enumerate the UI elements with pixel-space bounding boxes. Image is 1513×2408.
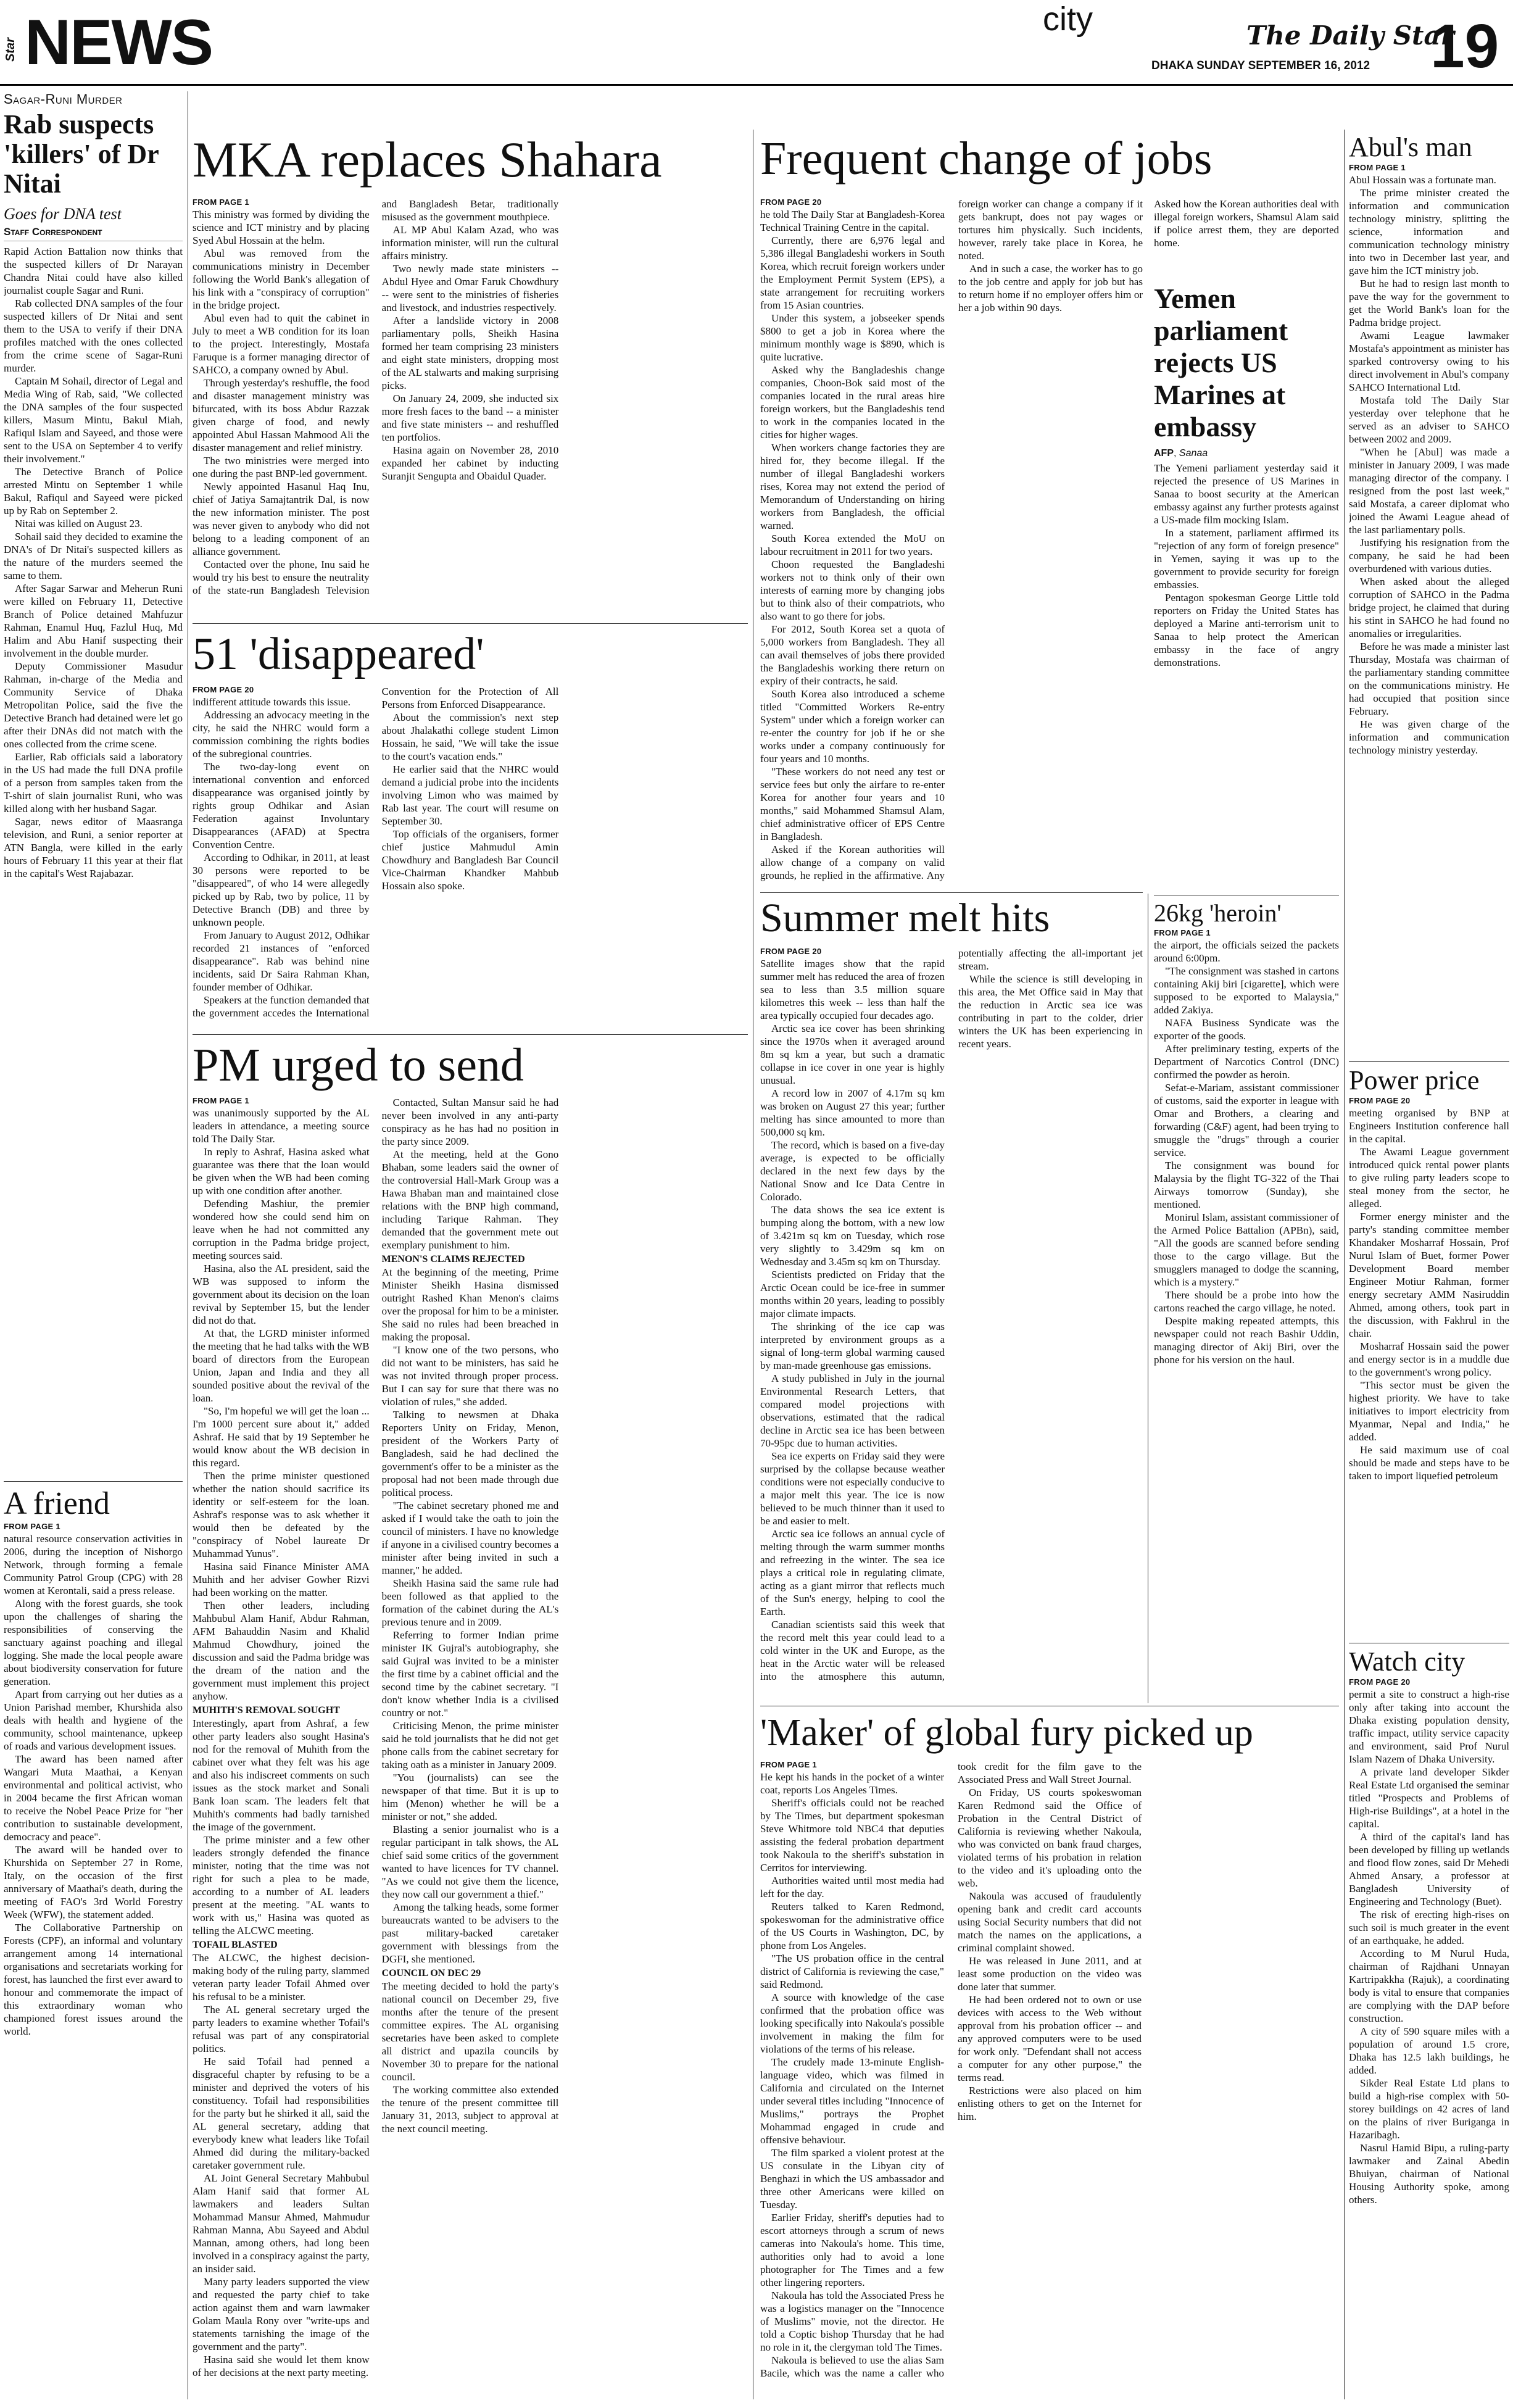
subhead: COUNCIL ON DEC 29 xyxy=(381,1968,481,1978)
article-body: Satellite images show that the rapid summer melt has reduced the area of frozen sea to less than 3.5 million square kilometres this week -- less than half the area typically occupied four decades ago. Arctic sea ice cover has been shrinking since the 1970s when it averaged around 8m sq km a year, but such a dramatic collapse in ice cover in one year is highly unusual. A record low in 2007 of 4.17m sq km was broken on August 27 this year; further melting has since amounted to more than 500,000 sq km. The record, which is based on a five-day average, is expected to be officially declared in the next few days by the National Snow and Ice Data Centre in Colorado. The data shows the sea ice extent is bumping along the bottom, with a new low of 3.421m sq km on Tuesday, which rose very slightly to 3.429m sq km on Wednesday and 3.45m sq km on Thursday. Scientists predicted on Friday that the Arctic Ocean could be ice-free in summer months within 20 years, leading to possibly major climate impacts. The shrinking of the ice cap was interpreted by environment groups as a signal of long-term global warming caused by man-made greenhouse gas emissions. A study published in July in the journal Environmental Research Letters, that compared model projections with observations, estimated that the radical decline in Arctic sea ice has been between 70-95pc due to human activities. Sea ice experts on Friday said they were surprised by the collapse because weather conditions were not especially conducive to a major melt this year. The ice is now believed to be much thinner than it used to be and easier to melt. Arctic sea ice follows an annual cycle of melting through the warm summer months and refreezing in the winter. The sea ice plays a critical role in regulating climate, acting as a giant mirror that reflects much of the Sun's energy, helping to cool the Earth. Canadian scientists said this week that the record melt this year could lead to a cold winter in the UK and Europe, as the heat in the Arctic water will be released into the atmosphere this autumn, potentially affecting the all-important jet stream. While the science is still developing in this area, the Met Office said in May that the reduction in Arctic sea ice was contributing in part to the colder, drier winters the UK has been experiencing in recent years. xyxy=(760,947,1143,1682)
headline-disappeared: 51 'disappeared' xyxy=(193,629,484,679)
byline: AFP, Sanaa xyxy=(1154,448,1208,459)
headline: A friend xyxy=(4,1486,110,1521)
headline: Power price xyxy=(1349,1065,1480,1095)
article-body: Abul Hossain was a fortunate man. The prime minister created the information and communication technology ministry, splitting the science, information and communication technology ministry into two in December last year, and gave him the ICT ministry job. But he had to resign last month to pave the way for the government to get the World Bank's loan for the Padma bridge project. Awami League lawmaker Mostafa's appointment as minister has sparked controversy owing to his direct involvement in Abul's company SAHCO International Ltd. Mostafa told The Daily Star yesterday over telephone that he served as an adviser to SAHCO between 2002 and 2009. "When he [Abul] was made a minister in January 2009, I was made managing director of the company. I resigned from the post last week," said Mostafa, a career diplomat who joined the Awami League ahead of the last parliamentary polls. Justifying his resignation from the company, he said he had been overburdened with various duties. When asked about the alleged corruption of SAHCO in the Padma bridge project, he claimed that during his stint in SAHCO he had found no anomalies or irregularities. Before he was made a minister last Thursday, Mostafa was chairman of the parliamentary standing committee on the communications ministry. He had occupied that position since February. He was given charge of the information and communication technology ministry yesterday. xyxy=(1349,174,1509,756)
page-number: 19 xyxy=(1430,12,1499,81)
article-sagar-runi xyxy=(4,91,183,1474)
from-page: FROM PAGE 20 xyxy=(760,947,822,956)
article-power-price xyxy=(1349,1065,1509,1639)
headline-maker: 'Maker' of global fury picked up xyxy=(760,1712,1253,1754)
article-body: natural resource conservation activities in 2006, during the inception of Nishorgo Network, through forming a female Community Patrol Group (CPG) with 28 women at Kerontali, said a press release. Along with the forest guards, she took upon the challenges of sharing the responsibilities of conserving the sanctuary against poaching and illegal logging. She made the local people aware about biodiversity conservation for future generation. Apart from carrying out her duties as a Union Parishad member, Khurshida also deals with health and hygiene of the community, school maintenance, upkeep of roads and various development issues. The award has been named after Wangari Muta Maathai, a Kenyan environmental and political activist, who in 2004 became the first African woman to receive the Nobel Peace Prize for "her contribution to sustainable development, democracy and peace". The award will be handed over to Khurshida on September 27 in Rome, Italy, on the occasion of the first anniversary of Maathai's death, during the meeting of FAO's 3rd World Forestry Week (WFW), the statement added. The Collaborative Partnership on Forests (CPF), an informal and voluntary arrangement among 14 international organisations and secretariats working for forest, has launched the first ever award to honour and commemorate the impact of this extraordinary woman who championed forest issues around the world. xyxy=(4,1533,183,2037)
article-maker xyxy=(760,1760,1339,2399)
byline: Staff Correspondent xyxy=(4,226,183,241)
from-page: FROM PAGE 1 xyxy=(760,1760,817,1769)
article-body: meeting organised by BNP at Engineers Institution conference hall in the capital. The Awami League government introduced quick rental power plants to give ruling party leaders scope to steal money from the sector, he alleged. Former energy minister and the party's standing committee member Khandaker Mosharraf Hossain, Prof Nurul Islam of Buet, former Power Development Board member Engineer Motiur Rahman, former energy secretary AMM Nasiruddin Ahmed, among others, took part in the discussion, with Fakhrul in the chair. Mosharraf Hossain said the power and energy sector is in a muddle due to the government's wrong policy. "This sector must be given the highest priority. We have to take initiatives to import electricity from Myanmar, Nepal and India," he added. He said maximum use of coal should be made and steps have to be taken to import liquefied petroleum xyxy=(1349,1107,1509,1482)
headline-mka: MKA replaces Shahara xyxy=(193,132,662,188)
subhead: MENON'S CLAIMS REJECTED xyxy=(381,1254,525,1264)
byline-dateline: Sanaa xyxy=(1179,448,1208,459)
article-watch-city xyxy=(1349,1646,1509,2401)
article-body: He kept his hands in the pocket of a winter coat, reports Los Angeles Times. Sheriff's officials could not be reached by The Times, but department spokesman Steve Whitmore told NBC4 that deputies assisting the federal probation department took Nakoula to the sheriff's substation in Cerritos for interviewing. Authorities waited until most media had left for the day. Reuters talked to Karen Redmond, spokeswoman for the administrative office of the US Courts in Washington, DC, by phone from Los Angeles. "The US probation office in the central district of California is reviewing the case," said Redmond. A source with knowledge of the case confirmed that the probation office was looking specifically into Nakoula's possible involvement in making the film for violations of the terms of his release. The crudely made 13-minute English-language video, which was filmed in California and circulated on the Internet under several titles including "Innocence of Muslims," portrays the Prophet Mohammad engaged in crude and offensive behaviour. The film sparked a violent protest at the US consulate in the Libyan city of Benghazi in which the US ambassador and three other Americans were killed on Tuesday. Earlier Friday, sheriff's deputies had to escort attorneys through a scrum of news cameras into Nakoula's home. This time, authorities only had to avoid a lone photographer for The Times and a few other lingering reporters. Nakoula has told the Associated Press he was a logistics manager on the "Innocence of Muslims" movie, not the director. He told a Coptic bishop Thursday that he had no role in it, the clergyman told The Times. Nakoula is believed to use the alias Sam Bacile, which was the name a caller who took credit for the film gave to the Associated Press and Wall Street Journal. On Friday, US courts spokeswoman Karen Redmond said the Office of Probation in the Central District of California is reviewing whether Nakoula, who was convicted on bank fraud charges, violated terms of his probation in relation to the video and it's uploading onto the web. Nakoula was accused of fraudulently opening bank and credit card accounts using Social Security numbers that did not match the names on the applications, a criminal complaint showed. He was released in June 2011, and at least some production on the video was done later that summer. He had been ordered not to own or use devices with access to the Web without approval from his probation officer -- and any approved computers were to be used for work only. "Defendant shall not access a computer for any other purpose," the terms read. Restrictions were also placed on him enlisting others to get on the Internet for him. xyxy=(760,1761,1142,2379)
masthead xyxy=(0,0,1513,86)
section-rule xyxy=(760,892,1143,893)
article-body: Rapid Action Battalion now thinks that the suspected killers of Dr Narayan Chandra Nitai could have also killed journalist couple Sagar and Runi. Rab collected DNA samples of the four suspected killers of Dr Nitai and sent them to the USA to verify if their DNA profiles matched with the ones collected from the crime scene of Sagar-Runi murder. Captain M Sohail, director of Legal and Media Wing of Rab, said, "We collected the DNA samples of the four suspected killers, Masum Mintu, Bakul Miah, Rafiqul Islam and Sayeed, and those were sent to the USA on September 4 to verify their involvement." The Detective Branch of Police arrested Mintu on September 1 while Bakul, Rafiqul and Sayeed were picked up by Rab on September 2. Nitai was killed on August 23. Sohail said they decided to examine the DNA's of Dr Nitai's suspected killers as the nature of the murders seemed the same to them. After Sagar Sarwar and Meherun Runi were killed on February 11, Detective Branch of Police detained Mahfuzur Rahman, Enamul Huq, Fazlul Huq, Md Halim and Abu Hanif suspecting their involvement in the double murder. Deputy Commissioner Masudur Rahman, in-charge of the Media and Community Service of Dhaka Metropolitan Police, said the five the Detective Branch had detained were let go after their DNAs did not match with the ones collected from the crime scene. Earlier, Rab officials said a laboratory in the US had made the full DNA profile of a person from samples taken from the T-shirt of slain journalist Runi, who was killed along with her husband Sagar. Sagar, news editor of Maasranga television, and Runi, a senior reporter at ATN Bangla, were killed in the early hours of February 11 this year at their flat in the capital's West Rajabazar. xyxy=(4,246,183,879)
from-page: FROM PAGE 20 xyxy=(1349,1677,1411,1687)
headline: Watch city xyxy=(1349,1646,1465,1677)
headline-melt: Summer melt hits xyxy=(760,895,1050,940)
subhead: MUHITH'S REMOVAL SOUGHT xyxy=(193,1705,340,1716)
article-yemen xyxy=(1154,283,1339,900)
article-body: the airport, the officials seized the packets around 6:00pm. "The consignment was stashed in cartons containing Akij biri [cigarette], which were supposed to be exported to Malaysia," added Zakiya. NAFA Business Syndicate was the exporter of the goods. After preliminary testing, experts of the Department of Narcotics Control (DNC) confirmed the powder as heroin. Sefat-e-Mariam, assistant commissioner of customs, said the exporter in league with Omar and Brothers, a clearing and forwarding (C&F) agent, had been trying to smuggle the "drugs" through a courier service. The consignment was bound for Malaysia by the flight TG-322 of the Thai Airways tomorrow (Sunday), she mentioned. Monirul Islam, assistant commissioner of the Armed Police Battalion (APBn), said, "All the goods are scanned before sending those to the cargo village. But the smugglers managed to dodge the scanning, which is a mystery." There should be a probe into how the cartons reached the cargo village, he noted. Despite making repeated attempts, this newspaper could not reach Bashir Uddin, managing director of Akij Biri, over the phone for his version on the haul. xyxy=(1154,939,1339,1366)
headline: 26kg 'heroin' xyxy=(1154,899,1282,927)
byline-agency: AFP xyxy=(1154,448,1174,459)
article-melt xyxy=(760,947,1143,1703)
masthead-rule xyxy=(0,84,1513,86)
deck: Goes for DNA test xyxy=(4,205,122,223)
paper-name: The Daily Star xyxy=(1246,20,1454,51)
page-label: city xyxy=(1043,1,1093,38)
section-rule xyxy=(193,1034,748,1035)
kicker: Sagar-Runi Murder xyxy=(4,91,123,107)
section-title: NEWS xyxy=(25,7,212,78)
section-rule xyxy=(193,623,748,624)
article-body: The Yemeni parliament yesterday said it rejected the presence of US Marines in Sanaa to boost security at the American embassy against any further protests against a US-made film mocking Islam. In a statement, parliament affirmed its "rejection of any form of foreign presence" in Yemen, saying it was up to the government to provide security for foreign embassies. Pentagon spokesman George Little told reporters on Friday the United States has deployed a Marine anti-terrorism unit to Sanaa to help protect the American embassy in the face of angry demonstrations. xyxy=(1154,462,1339,668)
from-page: FROM PAGE 20 xyxy=(760,197,822,207)
section-rule xyxy=(1349,1061,1509,1062)
dateline: DHAKA SUNDAY SEPTEMBER 16, 2012 xyxy=(1151,59,1370,72)
article-mka xyxy=(193,197,748,617)
article-a-friend xyxy=(4,1486,183,2399)
article-heroin xyxy=(1154,899,1339,1701)
headline: Yemen parliament rejects US Marines at embassy xyxy=(1154,283,1288,442)
article-body: This ministry was formed by dividing the science and ICT ministry and by placing Syed Abul Hossain at the helm. Abul was removed from the communications ministry in December following the World Bank's allegation of his link with a "conspiracy of corruption" in the bridge project. Abul even had to quit the cabinet in July to meet a WB condition for its loan to the project. Interestingly, Mostafa Faruque is a former managing director of SAHCO, a company owned by Abul. Through yesterday's reshuffle, the food and disaster management ministry was bifurcated, with its boss Abdur Razzak given charge of food, and newly appointed Abul Hassan Mahmood Ali the disaster management and relief ministry. The two ministries were merged into one during the past BNP-led government. Newly appointed Hasanul Haq Inu, chief of Jatiya Samajtantrik Dal, is now the new information minister. The post was never given to anybody who did not belong to a leading component of an alliance government. Contacted over the phone, Inu said he would try his best to ensure the neutrality of the state-run Bangladesh Television and Bangladesh Betar, traditionally misused as the government mouthpiece. AL MP Abul Kalam Azad, who was information minister, will run the cultural affairs ministry. Two newly made state ministers -- Abdul Hyee and Omar Faruk Chowdhury -- were sent to the ministries of fisheries and livestock, and industries respectively. After a landslide victory in 2008 parliamentary polls, Sheikh Hasina formed her team comprising 23 ministers and eight state ministers, dropping most of the AL stalwarts and making surprising picks. On January 24, 2009, she inducted six more fresh faces to the band -- a minister and five state ministers -- and reshuffled ten portfolios. Hasina again on November 28, 2010 expanded her cabinet by inducting Suranjit Sengupta and Obaidul Quader. xyxy=(193,198,559,596)
from-page: FROM PAGE 1 xyxy=(4,1522,60,1531)
article-body: he told The Daily Star at Bangladesh-Korea Technical Training Centre in the capital. Currently, there are 6,976 legal and 5,386 illegal Bangladeshi workers in South Korea, which recruit foreign workers under the Employment Permit System (EPS), a state arrangement for recruiting workers from 15 Asian countries. Under this system, a jobseeker spends $800 to get a job in Korea where the minimum monthly wage is $890, which is quite lucrative. Asked why the Bangladeshis change companies, Choon-Bok said most of the companies located in the rural areas hire foreign workers, but the Bangladeshis tend to work in the companies located in the cities for higher wages. When workers change factories they are hired for, they become illegal. If the number of illegal Bangladeshi workers rises, Korea may not extend the period of Memorandum of Understanding on hiring workers from Bangladesh, the official warned. South Korea extended the MoU on labour recruitment in 2011 for two years. Choon requested the Bangladeshi workers not to think only of their own interests of earning more by changing jobs but to think also of their compatriots, who also want to go there for jobs. For 2012, South Korea set a quota of 5,000 workers from Bangladesh. They all can avail themselves of jobs there provided the Bangladeshis working there return on expiry of their contracts, he said. South Korea also introduced a scheme titled "Committed Workers Re-entry System" under which a foreign worker can re-enter the country for job if he or she works under a company continuously for four years and 10 months. "These workers do not need any test or service fees but only the airfare to re-enter Korea for another four years and 10 months," said Mohammed Shamsul Alam, chief administrative officer of EPS Centre in Bangladesh. Asked if the Korean authorities will allow change of a company on valid grounds, he replied in the affirmative. Any foreign worker can change a company if it gets bankrupt, does not pay wages or tortures him physically. Such incidents, however, rarely take place in Korea, he noted. And in such a case, the worker has to go to the job centre and apply for job but has to return home if no employer offers him or her a job within 90 days. xyxy=(760,198,1143,881)
headline: Abul's man xyxy=(1349,132,1472,162)
article-body: indifferent attitude towards this issue. Addressing an advocacy meeting in the city, he said the NHRC would form a commission combining the rights bodies of the subregional countries. The two-day-long event on international convention and enforced disappearance was organised jointly by rights group Odhikar and Asian Federation against Involuntary Disappearances (AFAD) at Spectra Convention Centre. According to Odhikar, in 2011, at least 30 persons were reported to be "disappeared", of who 14 were allegedly picked up by Rab, two by police, 11 by Detective Branch (DB) and three by unknown people. From January to August 2012, Odhikar recorded 21 instances of "enforced disappearance". Rab was behind nine incidents, said Dr Saira Rahman Khan, founder member of Odhikar. Speakers at the function demanded that the government accedes the International Convention for the Protection of All Persons from Enforced Disappearance. About the commission's next step about Jhalakathi college student Limon Hossain, he said, "We will take the issue to the court's vacation ends." He earlier said that the NHRC would demand a judicial probe into the incidents involving Limon who was maimed by Rab last year. The court will resume on September 30. Top officials of the organisers, former chief justice Mahmudul Amin Chowdhury and Bangladesh Bar Council Vice-Chairman Khandker Mahbub Hossain also spoke. xyxy=(193,686,559,1019)
article-body: was unanimously supported by the AL leaders in attendance, a meeting source told The Daily Star. In reply to Ashraf, Hasina asked what guarantee was there that the loan would be given when the WB had been coming up with one condition after another. Defending Mashiur, the premier wondered how she could send him on leave when he had not committed any corruption in the Padma bridge project, meeting sources said. Hasina, also the AL president, said the WB was supposed to inform the government about its decision on the loan revival by September 15, but the lender did not do that. At that, the LGRD minister informed the meeting that he had talks with the WB board of directors from the European Union, Japan and India and they all sounded positive about the revival of the loan. "So, I'm hopeful we will get the loan ... I'm 1000 percent sure about it," added Ashraf. He said that by 19 September he would know about the WB decision in this regard. Then the prime minister questioned whether the nation should sacrifice its identity or self-esteem for the loan. Ashraf's response was to ask whether it would then be defeated by the "conspiracy of Nobel laureate Dr Muhammad Yunus". Hasina said Finance Minister AMA Muhith and her adviser Gowher Rizvi had been working on the matter. Then other leaders, including Mahbubul Alam Hanif, Abdur Rahman, AFM Bahauddin Nasim and Khalid Mahmud Chowdhury, joined the discussion and said the Padma bridge was the dream of the nation and the government must implement this project anyhow. MUHITH'S REMOVAL SOUGHT Interestingly, apart from Ashraf, a few other party leaders also sought Hasina's nod for the removal of Muhith from the cabinet over what they felt was his age and also his indiscreet comments on such issues as the stock market and Sonali Bank loan scam. The leaders felt that Muhith's comments had badly tarnished the image of the government. The prime minister and a few other leaders strongly defended the finance minister, noting that the time was not right for such a plea to be made, according to a number of AL leaders present at the meeting. "AL wants to work with us," Hasina was quoted as telling the ALCWC meeting. TOFAIL BLASTED The ALCWC, the highest decision-making body of the ruling party, slammed veteran party leader Tofail Ahmed over his refusal to be a minister. The AL general secretary urged the party leaders to examine whether Tofail's refusal was part of any conspiratorial politics. He said Tofail had penned a disgraceful chapter by refusing to be a minister and deprived the voters of his constituency. Tofail had responsibilities for the party but he shirked it all, said the AL general secretary, adding that everybody knew what leaders like Tofail Ahmed did during the military-backed caretaker government rule. AL Joint General Secretary Mahbubul Alam Hanif said that former AL lawmakers and leaders Sultan Mohammad Mansur Ahmed, Mahmudur Rahman Manna, Abu Sayeed and Abdul Mannan, among others, had long been involved in a conspiracy against the party, an insider said. Many party leaders supported the view and requested the party chief to take action against them and warn lawmaker Golam Maula Rony over "write-ups and statements tarnishing the image of the government and the party". Hasina said she would let them know of her decisions at the next party meeting. Contacted, Sultan Mansur said he had never been involved in any anti-party conspiracy as he has had no position in the party since 2009. At the meeting, held at the Gono Bhaban, some leaders said the owner of the controversial Hall-Mark Group was a Hawa Bhaban man and maintained close relations with the BNP high command, including Tarique Rahman. They demanded that the government mete out exemplary punishment to him. MENON'S CLAIMS REJECTED At the beginning of the meeting, Prime Minister Sheikh Hasina dismissed outright Rashed Khan Menon's claims over the proposal for him to be a minister. She said no rules had been breached in making the proposal. "I know one of the two persons, who did not want to be ministers, has said he was not invited through proper process. But I can say for sure that there was no violation of rules," she added. Talking to newsmen at Dhaka Reporters Unity on Friday, Menon, president of the Workers Party of Bangladesh, said he had declined the government's offer to be a minister as the proposal had not been made through due political process. "The cabinet secretary phoned me and asked if I would take the oath to join the council of ministers. I have no knowledge if anyone in a civilised country becomes a minister after being invited in such a manner," he added. Sheikh Hasina said the same rule had been followed as that applied to the formation of the cabinet during the AL's previous tenure and in 2009. Referring to former Indian prime minister IK Gujral's autobiography, she said Gujral was invited to be a minister the first time by a cabinet official and the second time by the cabinet secretary. "I don't know whether India is a civilised country or not." Criticising Menon, the prime minister said he told journalists that he did not get phone calls from the cabinet secretary for taking oath as a minister in January 2009. "You (journalists) can see the newspaper of that time. But it is up to him (Menon) whether he will be a minister or not," she added. Blasting a senior journalist who is a regular participant in talk shows, the AL chief said some critics of the government wanted to have licences for TV channel. "As we could not give them the licence, they now call our government a thief." Among the talking heads, some former bureaucrats wanted to be advisers to the past military-backed caretaker government with blessings from the DGFI, she mentioned. COUNCIL ON DEC 29 The meeting decided to hold the party's national council on December 29, five months after the tenure of the present committee expires. The AL organising secretaries have been asked to complete all district and upazila councils by November 30 to prepare for the national council. The working committee also extended the tenure of the present committee till January 31, 2013, subject to approval at the next council meeting. xyxy=(193,1097,559,2378)
column-divider xyxy=(4,1481,183,1482)
headline-pm: PM urged to send xyxy=(193,1039,524,1091)
jobs-continued: Asked how the Korean authorities deal with illegal foreign workers, Shamsul Alam said if police arrest them, they are deported home. xyxy=(1154,198,1339,249)
from-page: FROM PAGE 1 xyxy=(193,197,249,207)
from-page: FROM PAGE 20 xyxy=(1349,1096,1411,1105)
headline: Rab suspects 'killers' of Dr Nitai xyxy=(4,109,159,199)
from-page: FROM PAGE 20 xyxy=(193,685,254,694)
subhead: TOFAIL BLASTED xyxy=(193,1940,278,1950)
headline-jobs: Frequent change of jobs xyxy=(760,133,1212,185)
star-brand-logo: Star xyxy=(4,38,17,62)
column-rule xyxy=(1344,130,1345,2399)
from-page: FROM PAGE 1 xyxy=(193,1096,249,1105)
article-disappeared xyxy=(193,685,748,1031)
article-jobs xyxy=(760,197,1143,889)
from-page: FROM PAGE 1 xyxy=(1349,163,1406,172)
article-abuls-man xyxy=(1349,132,1509,1058)
article-pm xyxy=(193,1096,748,2398)
article-body: permit a site to construct a high-rise only after taking into account the Dhaka existing population density, traffic impact, utility service capacity and environment, said Prof Nurul Islam Nazem of Dhaka University. A private land developer Sikder Real Estate Ltd organised the seminar titled "Prospects and Problems of High-rise Buildings", at a hotel in the capital. A third of the capital's land has been developed by filling up wetlands and flood flow zones, said Dr Mehedi Ahmed Ansary, a professor at Bangladesh University of Engineering and Technology (Buet). The risk of erecting high-rises on such soil is much greater in the event of an earthquake, he added. According to M Nurul Huda, chairman of Rajdhani Unnayan Kartripakkha (Rajuk), a coordinating body is vital to ensure that companies are complying with the DAP before construction. A city of 590 square miles with a population of around 1.5 crore, Dhaka has 12.5 lakh buildings, he added. Sikder Real Estate Ltd plans to build a high-rise complex with 50-storey buildings on 42 acres of land on the plains of river Buriganga in Hazaribagh. Nasrul Hamid Bipu, a ruling-party lawmaker and Zainal Abedin Bhuiyan, chairman of National Housing Authority spoke, among others. xyxy=(1349,1688,1509,2206)
from-page: FROM PAGE 1 xyxy=(1154,928,1211,937)
